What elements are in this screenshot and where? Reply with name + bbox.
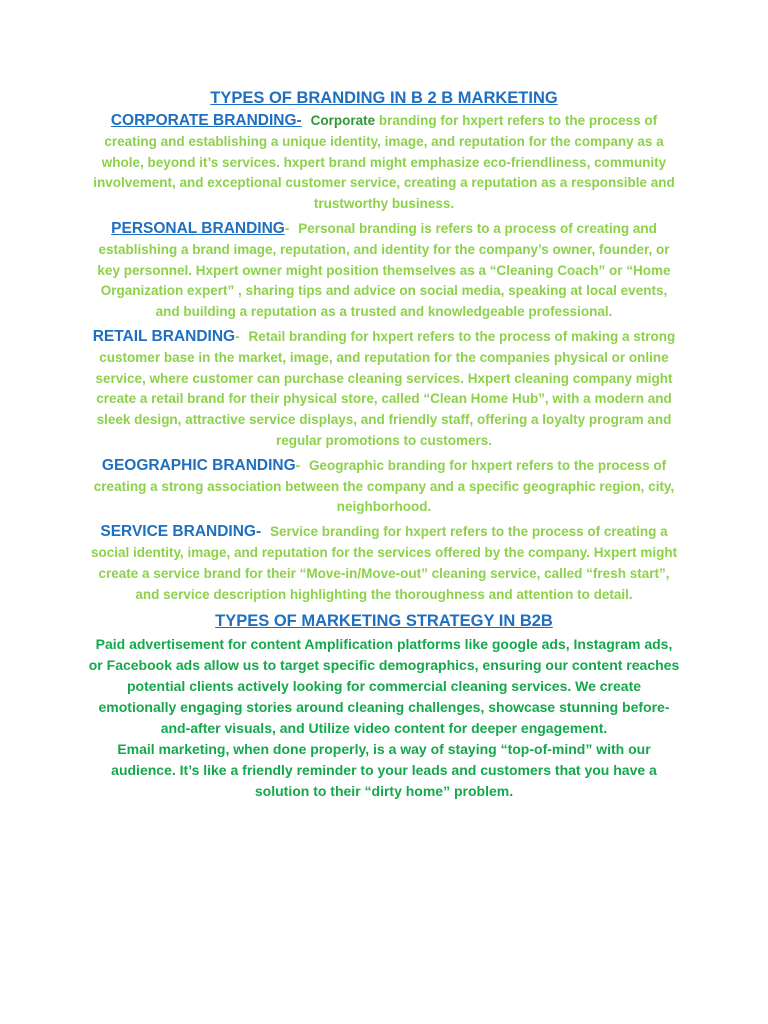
strategy-paragraph: Paid advertisement for content Amplification platforms like google ads, Instagram ads, or Facebook ads allow us to target specific demographics, ensuring our content reaches potential clients actively looking for commercial cleaning services. We create emotionally engaging stories around cleaning challenges, showcase stunning before-and-after visuals, and Utilize video content for deeper engagement. bbox=[88, 636, 680, 737]
section-personal-branding bbox=[88, 219, 680, 323]
section-dash: - bbox=[295, 457, 301, 473]
strategy-paragraph: Email marketing, when done properly, is a way of staying “top-of-mind” with our audience. It’s like a friendly reminder to your leads and customers that you have a solution to their “dirty home” problem. bbox=[111, 741, 657, 800]
section-geographic-branding bbox=[88, 456, 680, 518]
section-text: Geographic branding for hxpert refers to the process of creating a strong association between the company and a specific geographic region, city, neighborhood. bbox=[93, 457, 675, 515]
section-corporate-branding bbox=[88, 111, 680, 215]
section-retail-branding bbox=[88, 327, 680, 452]
section-heading: PERSONAL BRANDING bbox=[111, 219, 285, 237]
strategy-title: TYPES OF MARKETING STRATEGY IN B2B bbox=[215, 612, 553, 631]
document-page bbox=[88, 86, 680, 802]
section-dash: - bbox=[235, 328, 240, 344]
section-service-branding bbox=[88, 522, 680, 605]
section-lead-word: Corporate bbox=[310, 113, 376, 128]
section-dash: - bbox=[284, 220, 290, 236]
section-text: branding for hxpert refers to the process of creating and establishing a unique identity, image, and reputation for the company as a whole, beyond it’s services. hxpert brand might emphasize eco-friendliness, community involvement, and exceptional customer service, creating a reputation as a responsible and trustworthy business. bbox=[93, 113, 675, 212]
section-heading: RETAIL BRANDING bbox=[92, 327, 236, 345]
section-text: Personal branding is refers to a process of creating and establishing a brand image, reputation, and identity for the company’s owner, founder, or key personnel. Hxpert owner might position themselves as a “Cleaning Coach” or “Home Organization expert” , sharing tips and advice on social media, speaking at local events, and building a reputation as a trusted and knowledgeable professional. bbox=[97, 220, 671, 320]
section-heading: CORPORATE BRANDING- bbox=[110, 112, 302, 129]
branding-title: TYPES OF BRANDING IN B 2 B MARKETING bbox=[210, 89, 558, 107]
section-heading: GEOGRAPHIC BRANDING bbox=[101, 456, 296, 474]
section-text: Retail branding for hxpert refers to the process of making a strong customer base in the market, image, and reputation for the companies physical or online service, where customer can purchase cleaning services. Hxpert cleaning company might create a retail brand for their physical store, called “Clean Home Hub”, with a modern and sleek design, attractive service displays, and friendly staff, offering a loyalty program and regular promotions to customers. bbox=[95, 328, 676, 448]
section-text: Service branding for hxpert refers to the process of creating a social identity, image, and reputation for the services offered by the company. Hxpert might create a service brand for their “Move-in/Move-out” cleaning service, called “fresh start”, and service description highlighting the thoroughness and attention to detail. bbox=[90, 524, 678, 602]
section-heading: SERVICE BRANDING- bbox=[100, 523, 262, 541]
